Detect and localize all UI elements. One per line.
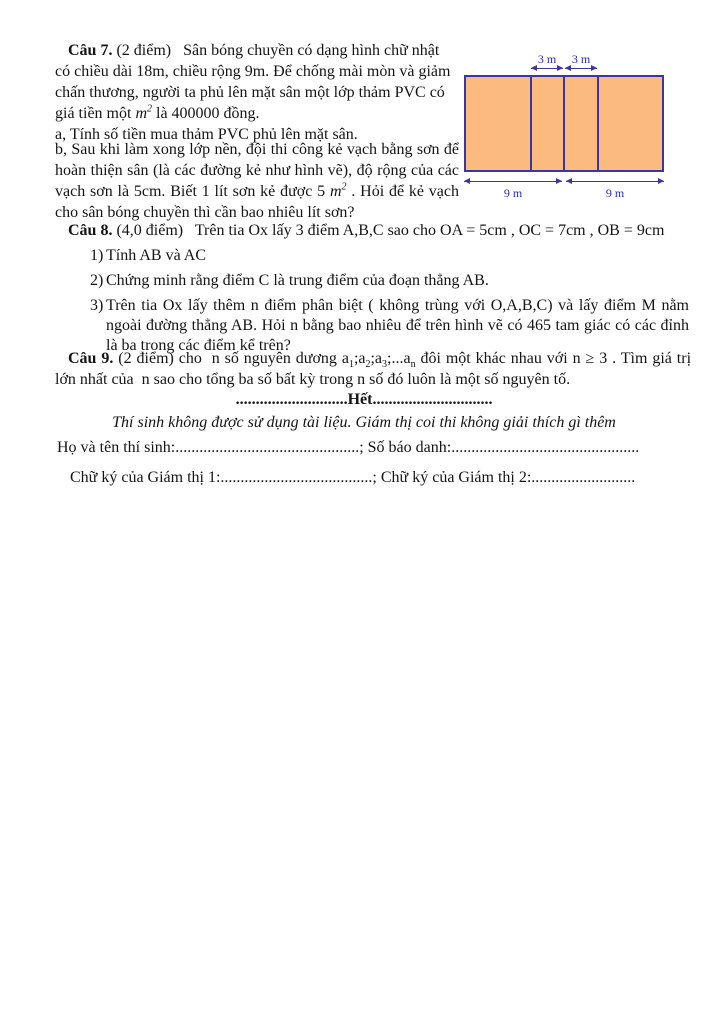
math-m-squared-b [330,183,347,200]
seq-base: ;a [353,350,366,367]
cau7-paragraph-b [55,139,459,223]
candidate-name-line: Họ và tên thí sinh:..............................................; Số báo danh:............................................... [57,439,640,456]
cau8-item-1 [90,246,689,266]
cau7-text-b2: . Hỏi để kẻ vạch cho sân bóng chuyền thì cần bao nhiêu lít sơn? [55,183,460,221]
cau8-intro-3: sao cho [383,222,441,239]
item-number: 2) [90,272,104,289]
dim-arrow-bottom-left [464,181,562,182]
cau7-text-a2: là 400000 đồng. [152,105,260,122]
cau9-text-3: . Tìm giá trị lớn nhất của n sao cho tổng ba số bất kỳ trong n số đó luôn là một số nguyên tố. [55,350,692,388]
cau9-text-1: (2 điểm) cho n số nguyên dương [118,350,342,367]
cau8-intro-1: Trên tia [191,222,249,239]
dim-label-bottom-left: 9 m [503,186,523,200]
math-oc: OC = 7cm [518,222,586,239]
dim-label-top-left: 3 m [537,52,557,66]
arrowhead-left-icon [531,65,537,71]
court-rect [464,75,664,172]
court-figure [464,50,666,202]
item-number: 3) [90,297,104,314]
cau9-text-2: đôi một khác nhau với [415,350,573,367]
cau8-heading [55,220,689,241]
dim-arrow-bottom-right [566,181,664,182]
center-line [563,77,565,170]
cau8-intro-2: lấy 3 điểm [268,222,343,239]
item-text: Trên tia Ox lấy thêm n điểm phân biệt ( không trùng với O,A,B,C) và lấy điểm M nằm ngoài đường thẳng AB. Hỏi n bằng bao nhiêu để trên hình vẽ có 465 tam giác có các đỉnh là ba trong các điểm kể trên? [106,297,689,354]
cau7-text-b1: b, Sau khi làm xong lớp nền, đội thi công kẻ vạch bằng sơn để hoàn thiện sân (là các đường kẻ như hình vẽ), độ rộng của các vạch sơn là 5cm. Biết 1 lít sơn kẻ được 5 [55,141,459,200]
arrowhead-right-icon [658,178,664,184]
cau7-line-a: a, Tính số tiền mua thảm PVC phủ lên mặt sân. [55,126,358,143]
seq-base: ;a [370,350,383,367]
math-m-exponent: 2 [341,181,347,193]
item-text: Tính AB và AC [106,247,207,264]
math-m-base: m [329,183,342,200]
cau8-item-2 [90,271,689,291]
arrowhead-right-icon [557,65,563,71]
arrowhead-left-icon [565,65,571,71]
cau8-label: Câu 8. [68,222,113,239]
seq-sub: n [410,359,416,371]
arrowhead-right-icon [556,178,562,184]
dim-label-bottom-right: 9 m [605,186,625,200]
seq-sub: 3 [382,359,388,371]
arrowhead-right-icon [591,65,597,71]
dim-arrow-top-left [531,68,563,69]
attack-line-right [597,77,599,170]
separator: , [585,222,598,239]
cau7-text-a1: Sân bóng chuyền có dạng hình chữ nhật có chiều dài 18m, chiều rộng 9m. Để chống mài mòn và giảm chấn thương, người ta phủ lên mặt sân một lớp thảm PVC có giá tiền một [55,42,451,122]
math-abc: A,B,C [342,222,384,239]
math-ob: OB = 9cm [597,222,665,239]
het-divider-line: ............................Hết.............................. [235,391,493,408]
item-number: 1) [90,247,104,264]
math-m-squared [135,105,152,122]
cau8-points: (4,0 điểm) [116,222,192,239]
dim-arrow-top-right [565,68,597,69]
attack-line-left [530,77,532,170]
seq-sub: 1 [348,359,354,371]
exam-note: Thí sinh không được sử dụng tài liệu. Giám thị coi thi không giải thích gì thêm [112,414,616,431]
math-oa: OA = 5cm [440,222,507,239]
cau7-paragraph-a [55,40,457,124]
seq-base: ;...a [387,350,411,367]
proctor-signature-line: Chữ ký của Giám thị 1:......................................; Chữ ký của Giám thị 2:.......................... [70,469,636,486]
math-sequence [341,350,416,371]
arrowhead-left-icon [566,178,572,184]
math-m-exponent: 2 [147,103,152,115]
cau8-section [55,220,689,356]
item-text: Chứng minh rằng điểm C là trung điểm của đoạn thẳng AB. [106,272,489,289]
cau7-points: (2 điểm) [116,42,180,59]
dim-label-top-right: 3 m [571,52,591,66]
seq-sub: 2 [365,359,371,371]
cau7-label: Câu 7. [68,42,113,59]
cau9-paragraph [55,348,691,390]
math-ox: Ox [248,222,269,239]
seq-base: a [341,350,349,367]
math-condition: n ≥ 3 [572,350,608,367]
math-m-base: m [135,105,147,122]
arrowhead-left-icon [464,178,470,184]
separator: , [506,222,519,239]
cau8-item-3 [90,296,689,356]
cau9-label: Câu 9. [68,350,114,367]
